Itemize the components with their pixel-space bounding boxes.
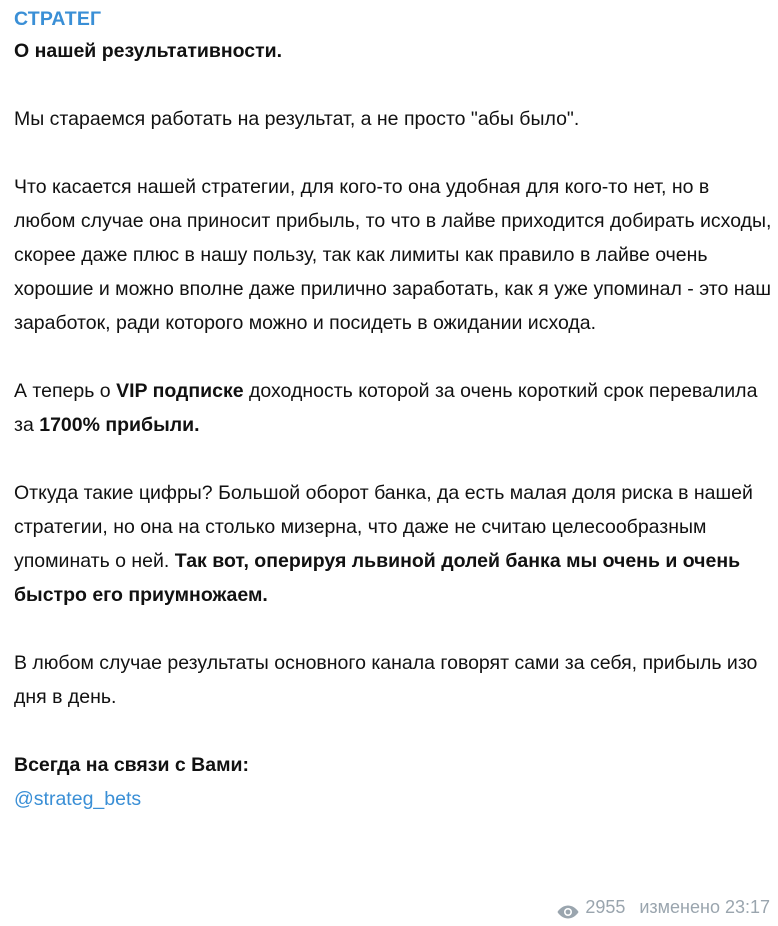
contact-line <box>14 782 772 816</box>
eye-icon <box>557 900 579 914</box>
channel-post <box>14 4 772 816</box>
paragraph-4-bold: Так вот, оперируя львиной долей банка мы очень и очень быстро его приумножаем. <box>14 550 741 606</box>
spacer <box>14 442 772 476</box>
spacer <box>14 612 772 646</box>
paragraph-4-text: Откуда такие цифры? Большой оборот банка, да есть малая доля риска в нашей стратегии, но она на столько мизерна, что даже не считаю целесообразным упоминать о ней. <box>14 482 753 572</box>
paragraph-1: Мы стараемся работать на результат, а не просто "абы было". <box>14 108 580 130</box>
edited-timestamp: изменено 23:17 <box>639 897 770 917</box>
paragraph-3-text-2: доходность которой за очень короткий срок перевалила за <box>14 380 758 436</box>
paragraph-5: В любом случае результаты основного канала говорят сами за себя, прибыль изо дня в день. <box>14 652 758 708</box>
paragraph-4 <box>14 476 772 612</box>
post-meta <box>557 894 770 920</box>
paragraph-3-text-1: А теперь о <box>14 380 117 402</box>
paragraph-3 <box>14 374 772 442</box>
post-heading: О нашей результативности. <box>14 40 283 62</box>
contact-link[interactable]: @strateg_bets <box>14 788 142 810</box>
channel-name[interactable]: СТРАТЕГ <box>14 8 102 30</box>
spacer <box>14 68 772 102</box>
spacer <box>14 340 772 374</box>
spacer <box>14 136 772 170</box>
paragraph-2: Что касается нашей стратегии, для кого-то она удобная для кого-то нет, но в любом случае она приносит прибыль, то что в лайве приходится добирать исходы, скорее даже плюс в нашу пользу, так как лимиты как правило в лайве очень хорошие и можно вполне даже прилично заработать, как я уже упоминал - это наш заработок, ради которого можно и посидеть в ожидании исхода. <box>14 176 772 334</box>
eye-icon-svg <box>557 905 579 919</box>
profit-percent-bold: 1700% прибыли. <box>39 414 200 436</box>
vip-subscription-bold: VIP подписке <box>116 380 244 402</box>
view-count: 2955 <box>585 897 626 917</box>
spacer <box>14 714 772 748</box>
contact-heading: Всегда на связи с Вами: <box>14 754 249 776</box>
